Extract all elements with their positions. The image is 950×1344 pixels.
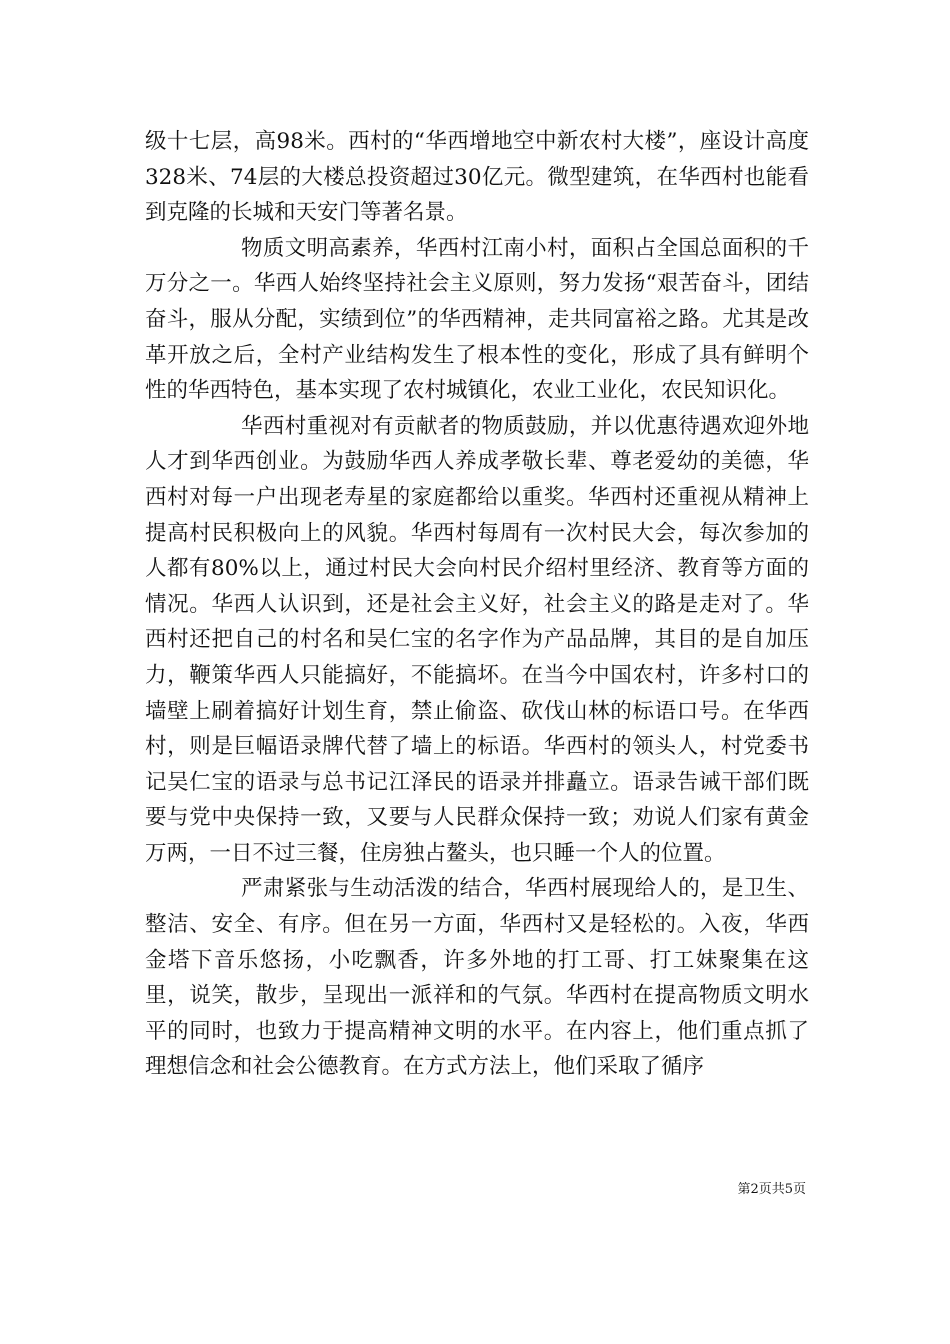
body-text (145, 124, 809, 1085)
paragraph-continuation: 级十七层，高98米。西村的“华西增地空中新农村大楼”，座设计高度328米、74层的大楼总投资超过30亿元。微型建筑，在华西村也能看到克隆的长城和天安门等著名景。 (145, 129, 809, 226)
paragraph-material-civilization: 物质文明高素养，华西村江南小村，面积占全国总面积的千万分之一。华西人始终坚持社会主义原则，努力发扬“艰苦奋斗，团结奋斗，服从分配，实绩到位”的华西精神，走共同富裕之路。尤其是改革开放之后，全村产业结构发生了根本性的变化，形成了具有鲜明个性的华西特色，基本实现了农村城镇化，农业工业化，农民知识化。 (145, 235, 809, 404)
page-number: 第2页共5页 (737, 1182, 806, 1197)
paragraph-material-rewards: 华西村重视对有贡献者的物质鼓励，并以优惠待遇欢迎外地人才到华西创业。为鼓励华西人养成孝敬长辈、尊老爱幼的美德，华西村对每一户出现老寿星的家庭都给以重奖。华西村还重视从精神上提高村民积极向上的风貌。华西村每周有一次村民大会，每次参加的人都有80%以上，通过村民大会向村民介绍村里经济、教育等方面的情况。华西人认识到，还是社会主义好，社会主义的路是走对了。华西村还把自己的村名和吴仁宝的名字作为产品品牌，其目的是自加压力，鞭策华西人只能搞好，不能搞坏。在当今中国农村，许多村口的墙壁上刷着搞好计划生育，禁止偷盗、砍伐山林的标语口号。在华西村，则是巨幅语录牌代替了墙上的标语。华西村的领头人，村党委书记吴仁宝的语录与总书记江泽民的语录并排矗立。语录告诫干部们既要与党中央保持一致，又要与人民群众保持一致；劝说人们家有黄金万两，一日不过三餐，住房独占鳌头，也只睡一个人的位置。 (145, 413, 809, 866)
paragraph-serious-lively: 严肃紧张与生动活泼的结合，华西村展现给人的，是卫生、整洁、安全、有序。但在另一方面，华西村又是轻松的。入夜，华西金塔下音乐悠扬，小吃飘香，许多外地的打工哥、打工妹聚集在这里，说笑，散步，呈现出一派祥和的气氛。华西村在提高物质文明水平的同时，也致力于提高精神文明的水平。在内容上，他们重点抓了理想信念和社会公德教育。在方式方法上，他们采取了循序 (145, 876, 809, 1080)
